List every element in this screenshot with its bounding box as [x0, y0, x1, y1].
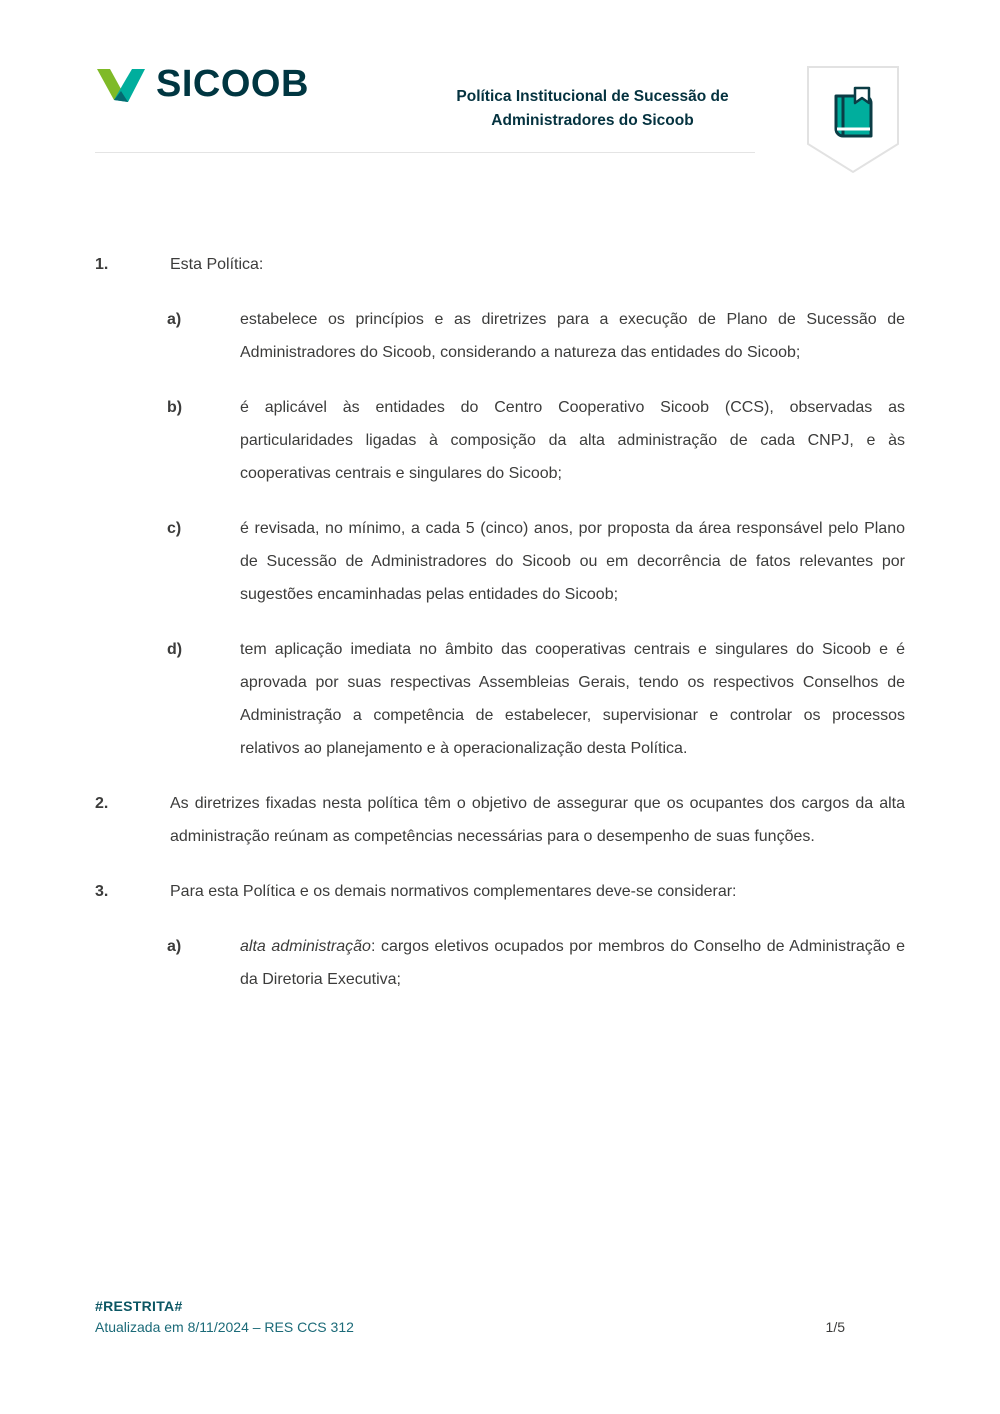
- document-title: [380, 85, 805, 133]
- list-item-3: [95, 875, 905, 908]
- sicoob-logo: [95, 64, 309, 104]
- item-text: Esta Política:: [170, 256, 264, 273]
- subitem-letter: b): [167, 399, 183, 416]
- sicoob-logo-text: SICOOB: [156, 63, 309, 105]
- page-number: 1/5: [825, 1319, 845, 1335]
- defined-term: alta administração: [240, 938, 371, 955]
- header-divider: [95, 152, 755, 153]
- document-title-line1: Política Institucional de Sucessão de: [456, 88, 729, 105]
- subitem-letter: a): [167, 311, 182, 328]
- subitem-letter: a): [167, 938, 182, 955]
- item-text: Para esta Política e os demais normativos complementares deve-se considerar:: [170, 883, 737, 900]
- item-number: 3.: [95, 883, 109, 900]
- subitem-text: é revisada, no mínimo, a cada 5 (cinco) anos, por proposta da área responsável pelo Plano de Sucessão de Administradores do Sicoob ou em decorrência de fatos relevantes por sugestões encaminhadas pelas entidades do Sicoob;: [240, 520, 905, 603]
- document-footer: [95, 1298, 905, 1336]
- subitem-text: estabelece os princípios e as diretrizes para a execução de Plano de Sucessão de Administradores do Sicoob, considerando a natureza das entidades do Sicoob;: [240, 311, 905, 361]
- document-body: [95, 248, 905, 1018]
- document-title-line2: Administradores do Sicoob: [491, 112, 694, 129]
- document-header: [0, 0, 1000, 153]
- list-subitem-1b: [167, 391, 905, 490]
- subitem-text: [240, 930, 905, 996]
- list-item-1: [95, 248, 905, 281]
- list-subitem-1a: [167, 303, 905, 369]
- list-item-2: [95, 787, 905, 853]
- list-subitem-3a: [167, 930, 905, 996]
- subitem-letter: c): [167, 520, 182, 537]
- subitem-text: tem aplicação imediata no âmbito das cooperativas centrais e singulares do Sicoob e é aprovada por suas respectivas Assembleias Gerais, tendo os respectivos Conselhos de Administração a competência de estabelecer, supervisionar e controlar os processos relativos ao planejamento e à operacionalização desta Política.: [240, 641, 905, 757]
- item-number: 1.: [95, 256, 109, 273]
- updated-info: Atualizada em 8/11/2024 – RES CCS 312: [95, 1319, 354, 1335]
- definition-text: : cargos eletivos ocupados por membros do Conselho de Administração e da Diretoria Executiva;: [240, 938, 905, 988]
- item-number: 2.: [95, 795, 109, 812]
- sicoob-logo-icon: [95, 64, 147, 104]
- list-subitem-1c: [167, 512, 905, 611]
- subitem-text: é aplicável às entidades do Centro Cooperativo Sicoob (CCS), observadas as particularidades ligadas à composição da alta administração de cada CNPJ, e às cooperativas centrais e singulares do Sicoob;: [240, 399, 905, 482]
- subitem-letter: d): [167, 641, 183, 658]
- policy-book-badge-icon: [803, 66, 903, 181]
- item-text: As diretrizes fixadas nesta política têm o objetivo de assegurar que os ocupantes dos cargos da alta administração reúnam as competências necessárias para o desempenho de suas funções.: [170, 795, 905, 845]
- list-subitem-1d: [167, 633, 905, 765]
- restricted-label: #RESTRITA#: [95, 1298, 183, 1314]
